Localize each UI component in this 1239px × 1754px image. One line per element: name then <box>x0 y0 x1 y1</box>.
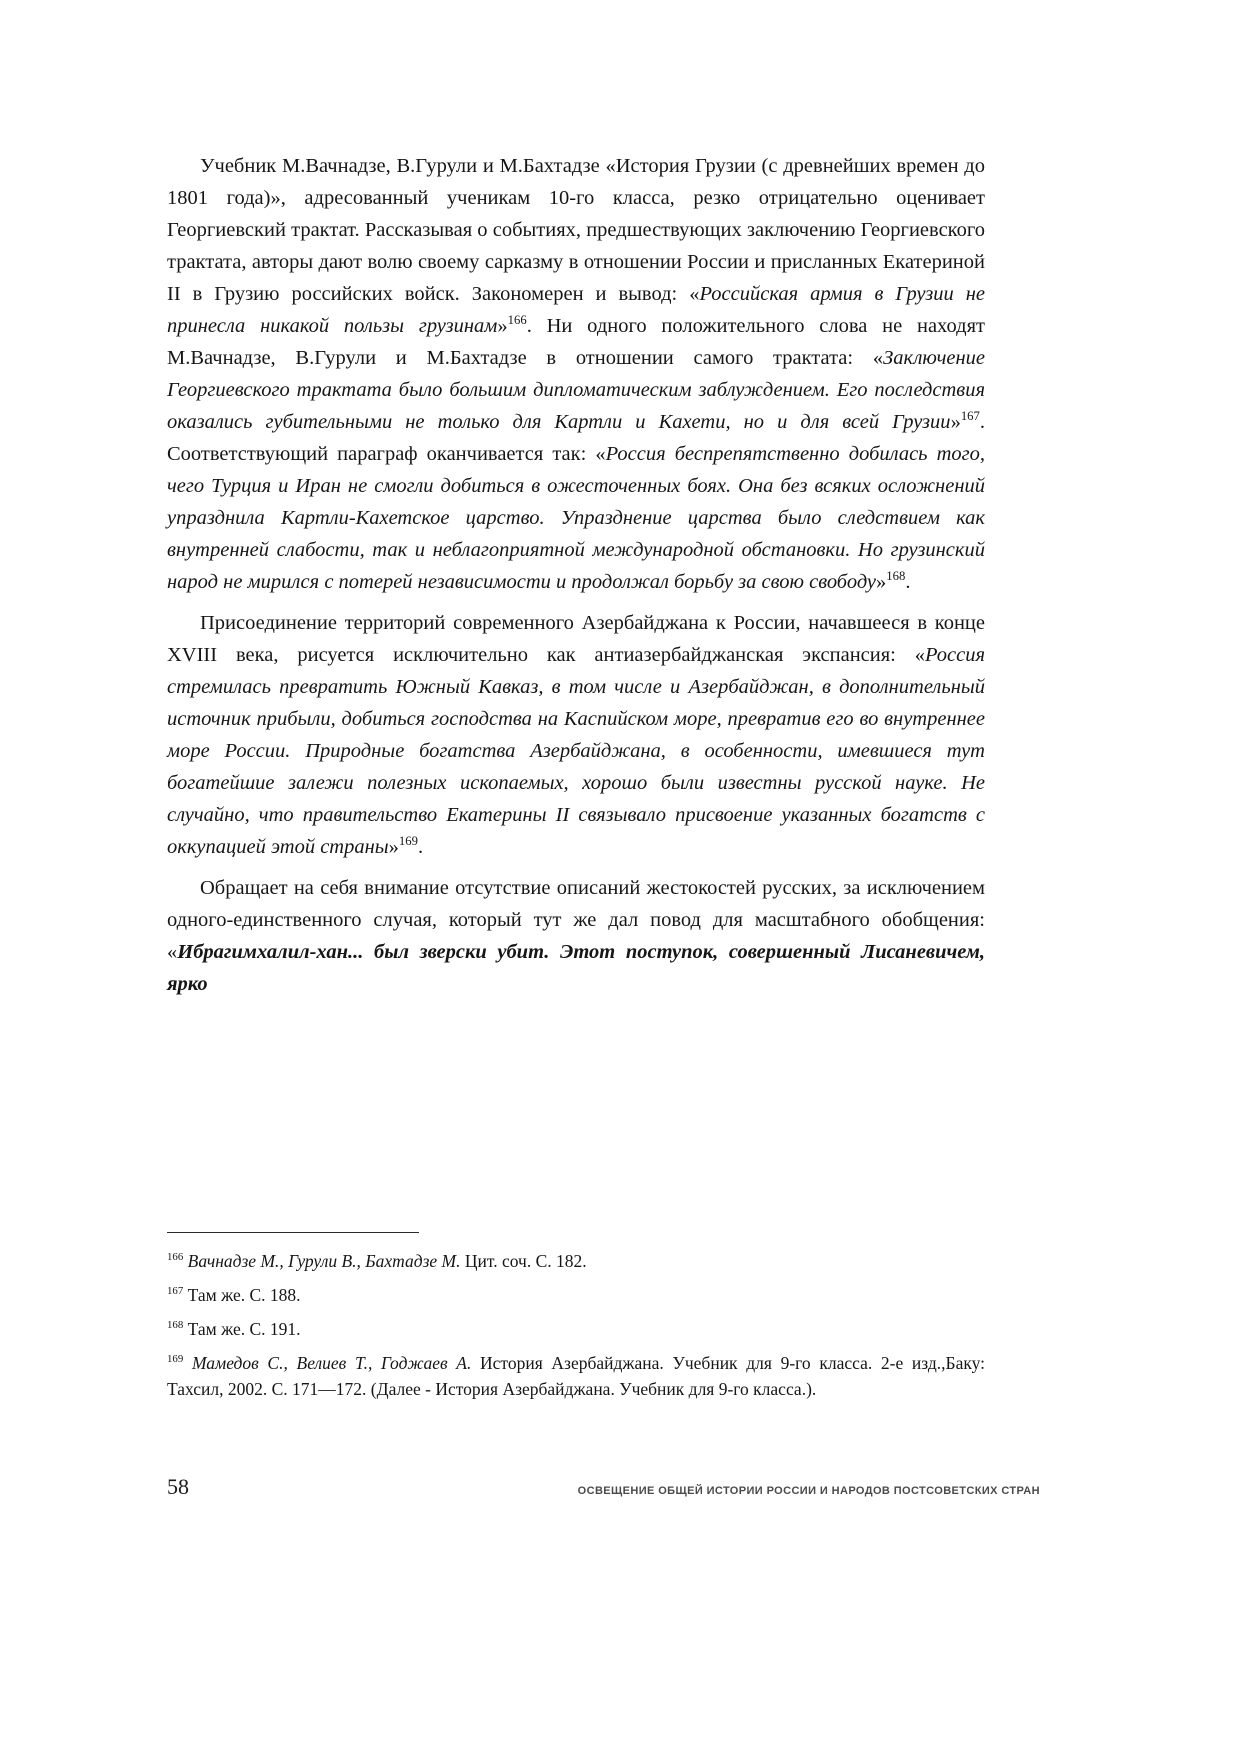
running-footer-title: ОСВЕЩЕНИЕ ОБЩЕЙ ИСТОРИИ РОССИИ И НАРОДОВ ПОСТСОВЕТСКИХ СТРАН <box>577 1485 1040 1497</box>
body-paragraph-2: Присоединение территорий современного Азербайджана к России, начавшееся в конце XVIII века, рисуется исключительно как антиазербайджанская экспансия: «Россия стремилась превратить Южный Кавказ, в том числе и Азербайджан, в дополнительный источник прибыли, добиться господства на Каспийском море, превратив его во внутреннее море России. Природные богатства Азербайджана, в особенности, имевшиеся тут богатейшие залежи полезных ископаемых, хорошо были известны русской науке. Не случайно, что правительство Екатерины II связывало присвоение указанных богатств с оккупацией этой страны»$^{169}$. <box>167 612 985 858</box>
footnote-166: $^{166}$ Вачнадзе М., Гурули В., Бахтадзе М. Цит. соч. С. 182. <box>167 1251 587 1271</box>
footnote-168: $^{168}$ Там же. С. 191. <box>167 1319 301 1339</box>
footnotes-section <box>167 1248 985 1410</box>
body-paragraph-1: Учебник М.Вачнадзе, В.Гурули и М.Бахтадзе «История Грузии (с древнейших времен до 1801 года)», адресованный ученикам 10-го класса, резко отрицательно оценивает Георгиевский трактат. Рассказывая о событиях, предшествующих заключению Георгиевского трактата, авторы дают волю своему сарказму в отношении России и присланных Екатериной II в Грузию российских войск. Закономерен и вывод: «Российская армия в Грузии не принесла никакой пользы грузинам»$^{166}$. Ни одного положительного слова не находят М.Вачнадзе, В.Гурули и М.Бахтадзе в отношении самого трактата: «Заключение Георгиевского трактата было большим дипломатическим заблуждением. Его последствия оказались губительными не только для Картли и Кахети, но и для всей Грузии»$^{167}$. Соответствующий параграф оканчивается так: «Россия беспрепятственно добилась того, чего Турция и Иран не смогли добиться в ожесточенных боях. Она без всяких осложнений упразднила Картли-Кахетское царство. Упразднение царства было следствием как внутренней слабости, так и неблагоприятной международной обстановки. Но грузинский народ не мирился с потерей независимости и продолжал борьбу за свою свободу»$^{168}$. <box>167 155 985 593</box>
main-text-block <box>167 150 985 1009</box>
page-footer <box>167 1474 1040 1500</box>
body-paragraph-3: Обращает на себя внимание отсутствие описаний жестокостей русских, за исключением одного-единственного случая, который тут же дал повод для масштабного обобщения: «Ибрагимхалил-хан... был зверски убит. Этот поступок, совершенный Лисаневичем, ярко <box>167 877 985 995</box>
page-number: 58 <box>167 1474 189 1499</box>
footnote-169: $^{169}$ Мамедов С., Велиев Т., Годжаев А. История Азербайджана. Учебник для 9-го класса. 2-е изд.,Баку: Тахсил, 2002. С. 171—172. (Далее - История Азербайджана. Учебник для 9-го класса.). <box>167 1353 985 1399</box>
footnote-separator <box>167 1232 419 1233</box>
footnote-167: $^{167}$ Там же. С. 188. <box>167 1285 301 1305</box>
